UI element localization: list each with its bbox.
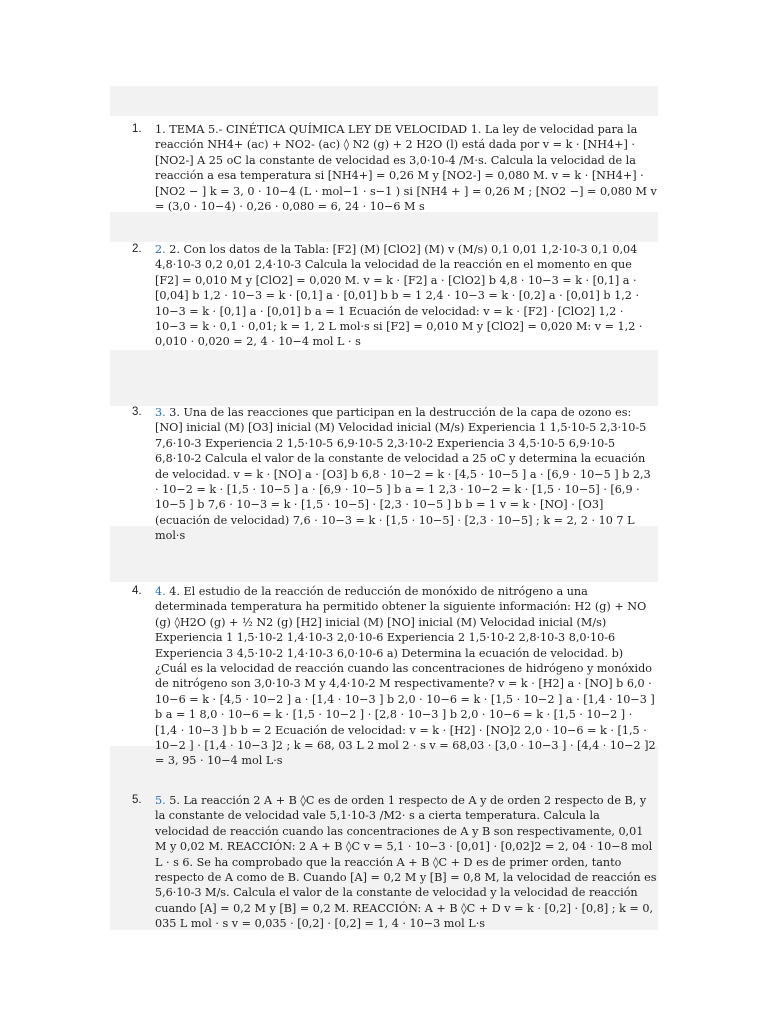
item-text: 5. La reacción 2 A + B ◊C es de orden 1 respecto de A y de orden 2 respecto de B, y la constante de velocidad vale 5,1·10-3 /M2· s a cierta temperatura. Calcula la velocidad de reacción cuando las concentraciones de A y B son respectivamente, 0,01 M y 0,02 M. REACCIÓN: 2 A + B ◊C v = 5,1 · 10−3 · [0,01] · [0,02]2 = 2, 04 · 10−8 mol L · s 6. Se ha comprobado que la reacción A + B ◊C + D es de primer orden, tanto respecto de A como de B. Cuando [A] = 0,2 M y [B] = 0,8 M, la velocidad de reacción es 5,6·10-3 M/s. Calcula el valor de la constante de velocidad y la velocidad de reacción cuando [A] = 0,2 M y [B] = 0,2 M. REACCIÓN: A + B ◊C + D v = k · [0,2] · [0,8] ; k = 0, 035 L mol · s v = 0,035 · [0,2] · [0,2] = 1, 4 · 10−3 mol L·s <box>155 794 657 931</box>
list-number: 4. <box>132 585 142 597</box>
list-number: 1. <box>132 123 142 135</box>
list-number: 5. <box>132 794 142 806</box>
item-text: 3. Una de las reacciones que participan en la destrucción de la capa de ozono es: [NO] inicial (M) [O3] inicial (M) Velocidad inicial (M/s) Experiencia 1 1,5·10-5 2,3·10-5 7,6·10-3 Experiencia 2 1,5·10-5 6,9·10-5 2,3·10-2 Experiencia 3 4,5·10-5 6,9·10-5 6,8·10-2 Calcula el valor de la constante de velocidad a 25 oC y determina la ecuación de velocidad. v = k · [NO] a · [O3] b 6,8 · 10−2 = k · [4,5 · 10−5 ] a · [6,9 · 10−5 ] b 2,3 · 10−2 = k · [1,5 · 10−5 ] a · [6,9 · 10−5 ] b a = 1 2,3 · 10−2 = k · [1,5 · 10−5] · [6,9 · 10−5 ] b 7,6 · 10−3 = k · [1,5 · 10−5] · [2,3 · 10−5 ] b b = 1 v = k · [NO] · [O3] (ecuación de velocidad) 7,6 · 10−3 = k · [1,5 · 10−5] · [2,3 · 10−5] ; k = 2, 2 · 10 7 L mol·s <box>155 406 651 543</box>
item-link[interactable]: 5. <box>155 794 166 807</box>
item-text: 2. Con los datos de la Tabla: [F2] (M) [ClO2] (M) v (M/s) 0,1 0,01 1,2·10-3 0,1 0,04 4,8·10-3 0,2 0,01 2,4·10-3 Calcula la velocidad de la reacción en el momento en que [F2] = 0,010 M y [ClO2] = 0,020 M. v = k · [F2] a · [ClO2] b 4,8 · 10−3 = k · [0,1] a · [0,04] b 1,2 · 10−3 = k · [0,1] a · [0,01] b b = 1 2,4 · 10−3 = k · [0,2] a · [0,01] b 1,2 · 10−3 = k · [0,1] a · [0,01] b a = 1 Ecuación de velocidad: v = k · [F2] · [ClO2] 1,2 · 10−3 = k · 0,1 · 0,01; k = 1, 2 L mol·s si [F2] = 0,010 M y [ClO2] = 0,020 M: v = 1,2 · 0,010 · 0,020 = 2, 4 · 10−4 mol L · s <box>155 243 643 349</box>
list-item <box>155 405 657 544</box>
item-link[interactable]: 3. <box>155 406 166 419</box>
item-text: 4. El estudio de la reacción de reducción de monóxido de nitrógeno a una determinada temperatura ha permitido obtener la siguiente información: H2 (g) + NO (g) ◊H2O (g) + ½ N2 (g) [H2] inicial (M) [NO] inicial (M) Velocidad inicial (M/s) Experiencia 1 1,5·10-2 1,4·10-3 2,0·10-6 Experiencia 2 1,5·10-2 2,8·10-3 8,0·10-6 Experiencia 3 4,5·10-2 1,4·10-3 6,0·10-6 a) Determina la ecuación de velocidad. b) ¿Cuál es la velocidad de reacción cuando las concentraciones de hidrógeno y monóxido de nitrógeno son 3,0·10-3 M y 4,4·10-2 M respectivamente? v = k · [H2] a · [NO] b 6,0 · 10−6 = k · [4,5 · 10−2 ] a · [1,4 · 10−3 ] b 2,0 · 10−6 = k · [1,5 · 10−2 ] a · [1,4 · 10−3 ] b a = 1 8,0 · 10−6 = k · [1,5 · 10−2 ] · [2,8 · 10−3 ] b 2,0 · 10−6 = k · [1,5 · 10−2 ] · [1,4 · 10−3 ] b b = 2 Ecuación de velocidad: v = k · [H2] · [NO]2 2,0 · 10−6 = k · [1,5 · 10−2 ] · [1,4 · 10−3 ]2 ; k = 68, 03 L 2 mol 2 · s v = 68,03 · [3,0 · 10−3 ] · [4,4 · 10−2 ]2 = 3, 95 · 10−4 mol L·s <box>155 585 656 768</box>
list-item <box>155 242 657 350</box>
stripe <box>110 86 658 116</box>
list-item <box>155 584 657 769</box>
list-number: 2. <box>132 243 142 255</box>
item-link[interactable]: 2. <box>155 243 166 256</box>
stripe <box>110 212 658 242</box>
item-link[interactable]: 4. <box>155 585 166 598</box>
list-item <box>155 793 657 932</box>
list-number: 3. <box>132 406 142 418</box>
stripe <box>110 350 658 406</box>
item-text: 1. TEMA 5.- CINÉTICA QUÍMICA LEY DE VELOCIDAD 1. La ley de velocidad para la reacción NH4+ (ac) + NO2- (ac) ◊ N2 (g) + 2 H2O (l) está dada por v = k · [NH4+] · [NO2-] A 25 oC la constante de velocidad es 3,0·10-4 /M·s. Calcula la velocidad de la reacción a esa temperatura si [NH4+] = 0,26 M y [NO2-] = 0,080 M. v = k · [NH4+] · [NO2 − ] k = 3, 0 · 10−4 (L · mol−1 · s−1 ) si [NH4 + ] = 0,26 M ; [NO2 −] = 0,080 M v = (3,0 · 10−4) · 0,26 · 0,080 = 6, 24 · 10−6 M s <box>155 123 657 214</box>
list-item <box>155 122 657 214</box>
